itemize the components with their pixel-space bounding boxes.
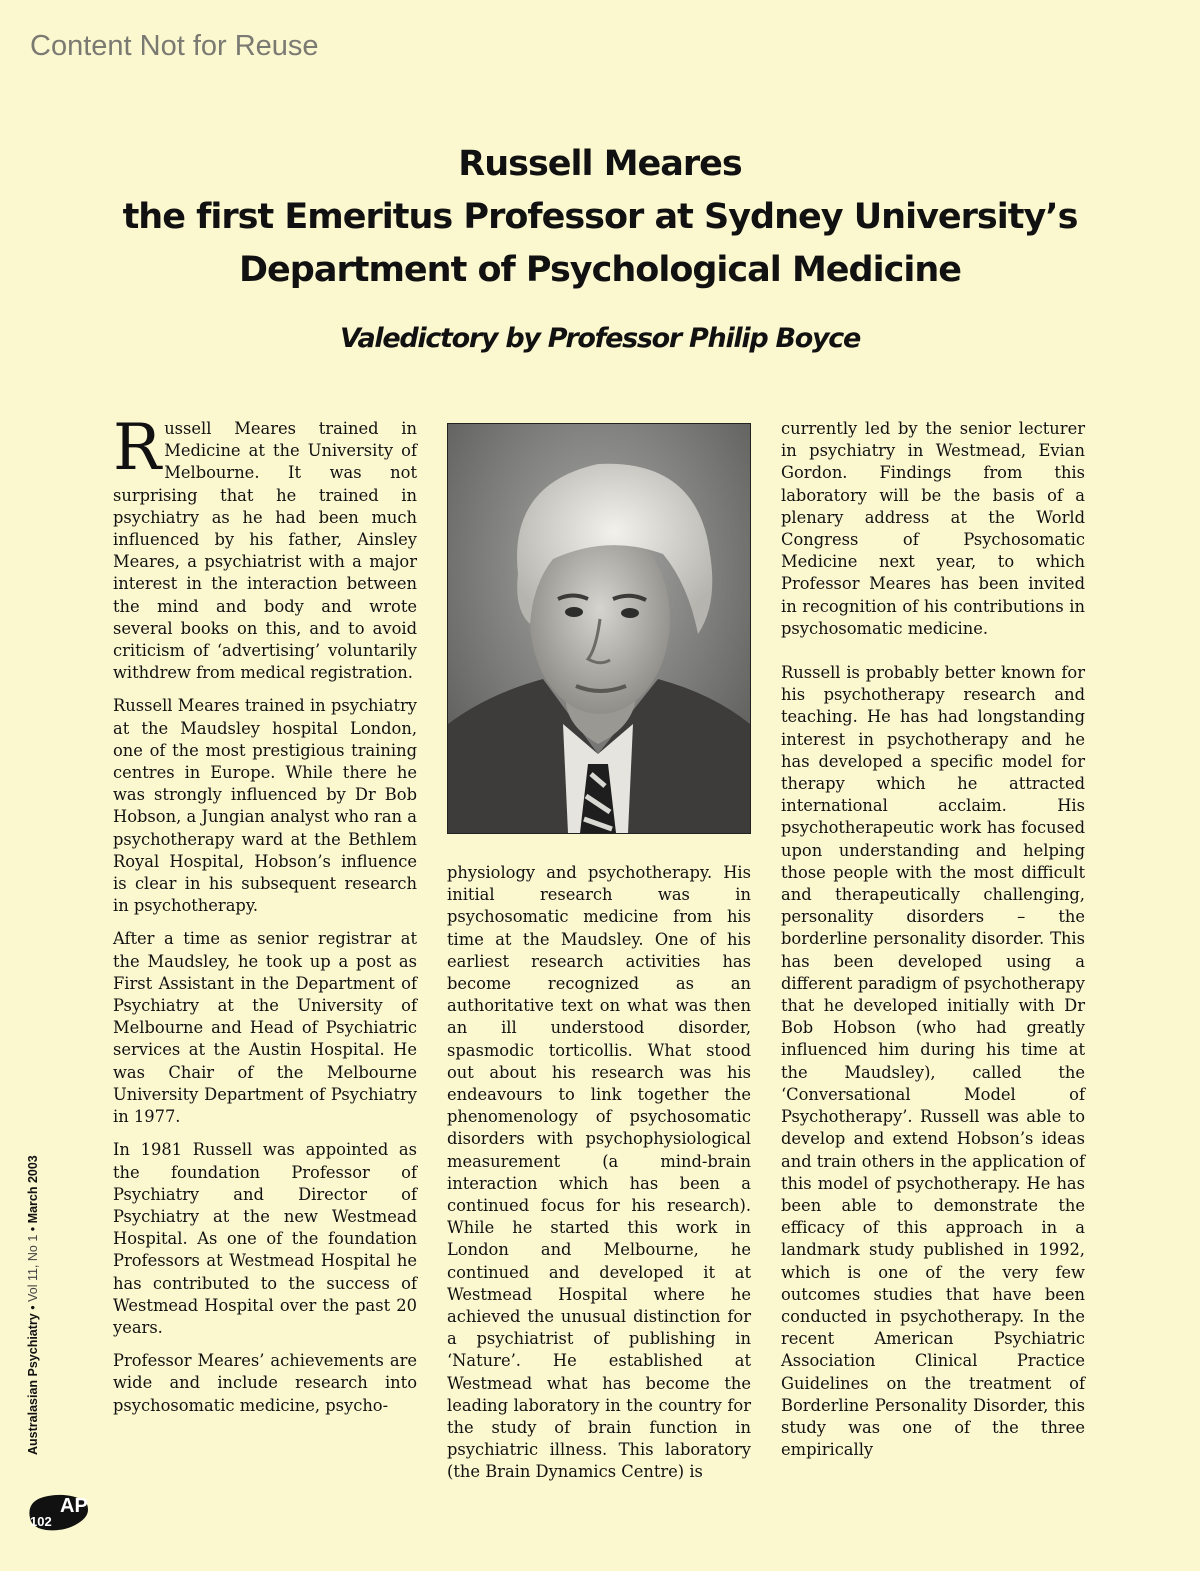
issue-info: Vol 11, No 1 [26,1234,40,1302]
bullet-separator: • [26,1226,40,1232]
paragraph: physiology and psychotherapy. His initial research was in psychosomatic medicine from his time at the Maudsley. One of his earliest research activities has become recognized as an authoritative text on what was then an ill understood disorder, spasmodic torticollis. What stood out about his research was his endeavours to link together the phenomenology of psychosomatic disorders with psychophysiological measurement (a mind-brain interaction which has been a continued focus for his research). While he started this work in London and Melbourne, he continued and developed it at Westmead Hospital where he achieved the unusual distinction for a psychiatrist of publishing in ‘Nature’. He established at Westmead what has become the leading laboratory in the country for the study of brain function in psychiatric illness. This laboratory (the Brain Dynamics Centre) is [447,863,751,1482]
bullet-separator: • [26,1305,40,1310]
paragraph: In 1981 Russell was appointed as the foundation Professor of Psychiatry and Director of Psychiatry at the new Westmead Hospital. As one of the foundation Professors at Westmead Hospital he has contributed to the success of Westmead Hospital over the past 20 years. [113,1140,417,1337]
article-subtitle: Valedictory by Professor Philip Boyce [339,323,860,354]
article-title [60,138,1140,297]
page-number: 102 [30,1514,52,1529]
paragraph: currently led by the senior lecturer in psychiatry in Westmead, Evian Gordon. Findings from this laboratory will be the basis of a plenary address at the World Congress of Psychosomatic Medicine next year, to which Professor Meares has been invited in recognition of his contributions in psychosomatic medicine. [781,419,1085,638]
watermark: Content Not for Reuse [30,30,319,62]
paragraph [113,411,417,684]
column-1 [113,411,417,1428]
journal-sidebar [26,1115,52,1455]
logo-text: AP [60,1495,88,1517]
portrait-illustration [448,424,750,833]
title-line-1: Russell Meares [458,144,742,184]
column-3 [781,418,1085,1472]
paragraph: Russell is probably better known for his psychotherapy research and teaching. He has had longstanding interest in psychotherapy and he has developed a specific model for therapy which he attracted international acclaim. His psychotherapeutic work has focused upon understanding and helping those people with the most difficult and therapeutically challenging, personality disorders – the borderline personality disorder. This has been developed using a different paradigm of psychotherapy that he developed initially with Dr Bob Hobson (who had greatly influenced him during his time at the Maudsley), called the ‘Conversational Model of Psychotherapy’. Russell was able to develop and extend Hobson’s ideas and train others in the application of this model of psychotherapy. He has been able to demonstrate the efficacy of this approach in a landmark study published in 1992, which is one of the very few outcomes studies that have been conducted in psychotherapy. In the recent American Psychiatric Association Clinical Practice Guidelines on the treatment of Borderline Personality Disorder, this study was one of the three empirically [781,663,1086,1460]
paragraph: Russell Meares trained in psychiatry at the Maudsley hospital London, one of the most prestigious training centres in Europe. While there he was strongly influenced by Dr Bob Hobson, a Jungian analyst who ran a psychotherapy ward at the Bethlem Royal Hospital, Hobson’s influence is clear in his subsequent research in psychotherapy. [113,696,417,916]
drop-cap: R [113,411,162,485]
issue-date: March 2003 [26,1155,40,1224]
portrait-photo [447,423,751,834]
paragraph: After a time as senior registrar at the Maudsley, he took up a post as First Assistant in the Department of Psychiatry at the University of Melbourne and Head of Psychiatric services at the Austin Hospital. He was Chair of the Melbourne University Department of Psychiatry in 1977. [113,929,417,1127]
paragraph: Professor Meares’ achievements are wide and include research into psychosomatic medicine, psycho- [113,1351,417,1415]
column-2 [447,862,751,1495]
title-line-3: Department of Psychological Medicine [238,250,961,290]
paragraph-text: ussell Meares trained in Medicine at the University of Melbourne. It was not surprising that he trained in psychiatry as he had been much influenced by his father, Ainsley Meares, a psychiatrist with a major interest in the interaction between the mind and body and wrote several books on this, and to avoid criticism of ‘advertising’ voluntarily withdrew from medical registration. [113,419,417,683]
journal-name: Australasian Psychiatry [26,1313,40,1455]
title-line-2: the first Emeritus Professor at Sydney University’s [122,197,1078,237]
